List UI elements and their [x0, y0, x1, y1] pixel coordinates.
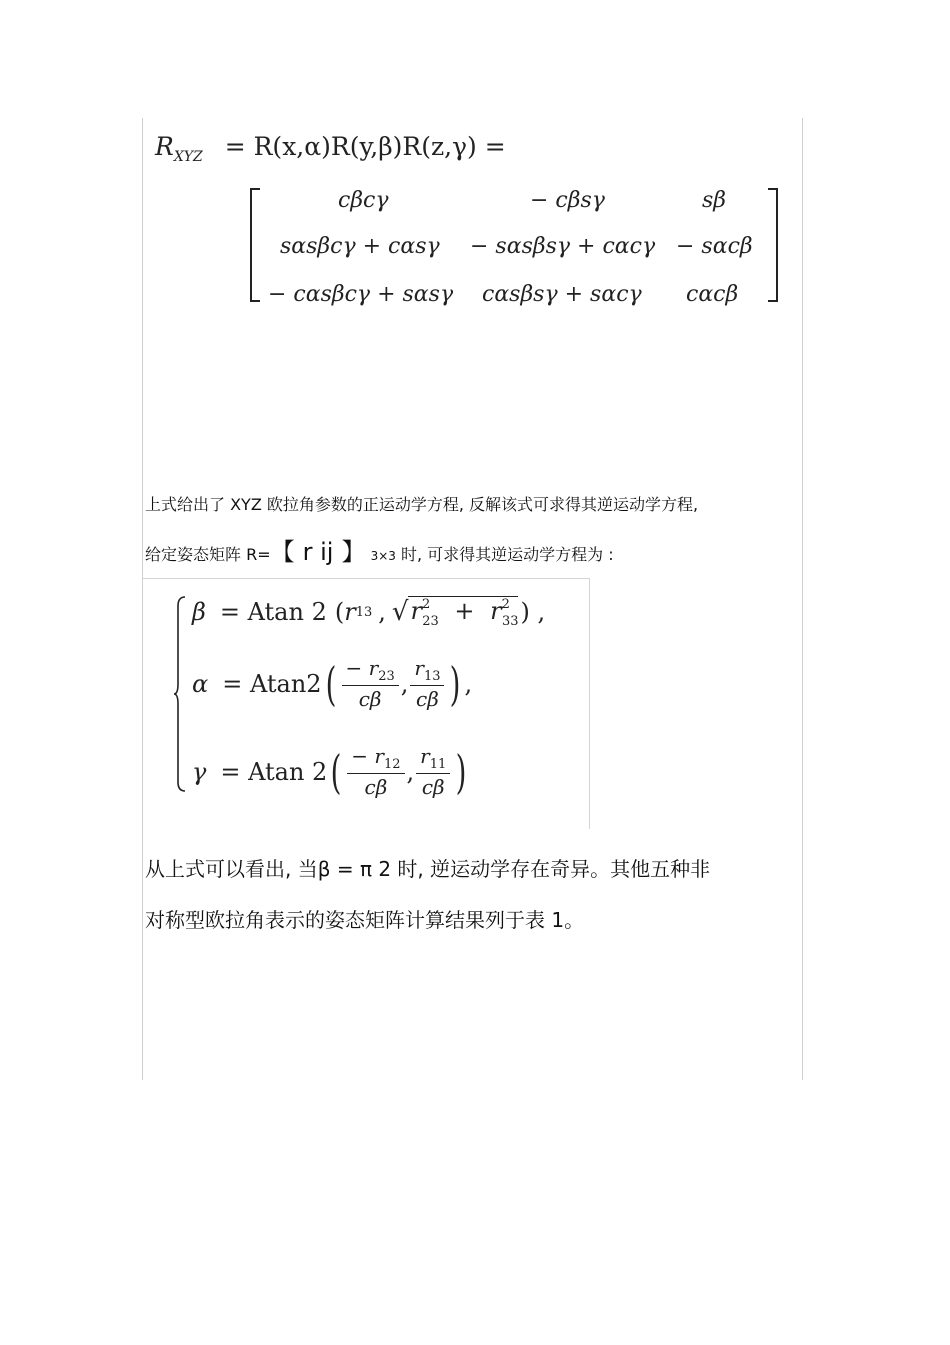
matrix-cell-r2c1: sαsβcγ + cαsγ: [280, 234, 440, 259]
beta-r33-sup: 2: [501, 597, 510, 612]
matrix-cell-r3c3: cαcβ: [686, 282, 739, 307]
alpha-var: α: [192, 669, 209, 698]
gamma-num2: r: [420, 744, 430, 768]
matrix-cell-r1c3: sβ: [702, 188, 727, 213]
beta-r23-sub: 23: [422, 613, 439, 629]
rotation-matrix: [250, 188, 778, 307]
paragraph-forward-kinematics: 上式给出了 XYZ 欧拉角参数的正运动学方程, 反解该式可求得其逆运动学方程,: [145, 495, 699, 514]
alpha-den1: cβ: [358, 687, 382, 711]
equation-beta: β = Atan 2 ( r 13 , √ $r^2_{23} + r^2_{33}$ ) ,: [192, 597, 546, 629]
beta-var: β: [192, 598, 206, 627]
alpha-eq: = Atan2: [222, 669, 322, 698]
matrix-cell-r1c1: cβcγ: [338, 188, 389, 213]
beta-arg1: r: [344, 598, 356, 627]
alpha-num1: − r: [345, 656, 379, 680]
paragraph-given-matrix: [145, 532, 614, 567]
gamma-eq: = Atan 2: [220, 757, 328, 786]
alpha-num1-sub: 23: [378, 669, 395, 684]
beta-r23-sup: 2: [421, 597, 431, 612]
gamma-fraction-1: [347, 744, 404, 799]
matrix-cell-r1c2: − cβsγ: [530, 188, 605, 213]
beta-r33: r: [490, 597, 502, 625]
matrix-cell-r2c3: − sαcβ: [676, 234, 753, 259]
matrix-cell-r3c1: − cαsβcγ + sαsγ: [268, 282, 454, 307]
gamma-den1: cβ: [364, 775, 388, 799]
equation-alpha: α = Atan2 ( $\frac{- r_{23}}{c\beta}$ , $\frac{r_{13}}{c\beta}$ ) ,: [192, 656, 473, 711]
rotation-equation: [155, 132, 506, 165]
equation-gamma: γ = Atan 2 ( $\frac{- r_{12}}{c\beta}$ , $\frac{r_{11}}{c\beta}$ ): [192, 744, 467, 799]
beta-r23: r: [410, 597, 422, 625]
gamma-num1: − r: [351, 744, 384, 768]
paragraph-table-reference: 对称型欧拉角表示的姿态矩阵计算结果列于表 1。: [145, 908, 585, 932]
gamma-fraction-2: [416, 744, 450, 799]
matrix-element-rij: r ij: [302, 538, 334, 566]
matrix-bracket-close: 】: [341, 538, 366, 566]
beta-plus: +: [454, 597, 475, 625]
alpha-tail: ,: [464, 669, 473, 698]
alpha-fraction-1: [342, 656, 399, 711]
matrix-size: 3×3: [370, 549, 396, 563]
alpha-den2: cβ: [416, 687, 439, 711]
matrix-bracket-open: 【: [270, 538, 295, 566]
matrix-cell-r2c2: − sαsβsγ + cαcγ: [470, 234, 656, 259]
matrix-left-bracket: [250, 188, 260, 302]
paragraph-singularity: 从上式可以看出, 当β = π 2 时, 逆运动学存在奇异。其他五种非: [145, 857, 711, 881]
paragraph-given-prefix: 给定姿态矩阵 R=: [145, 545, 271, 564]
beta-arg1-sub: 13: [355, 604, 373, 620]
beta-r33-sub: 33: [501, 613, 519, 629]
gamma-num2-sub: 11: [429, 757, 447, 772]
system-brace: [174, 596, 186, 792]
alpha-fraction-2: [410, 656, 444, 711]
matrix-right-bracket: [768, 188, 778, 302]
alpha-num2: r: [414, 656, 424, 680]
beta-eq: = Atan 2: [219, 598, 327, 627]
page-border-right: [802, 118, 803, 1080]
equation-rhs: = R(x,α)R(y,β)R(z,γ) =: [224, 132, 506, 161]
equation-lhs: R: [155, 132, 174, 161]
gamma-den2: cβ: [421, 775, 445, 799]
matrix-cell-r3c2: cαsβsγ + sαcγ: [482, 282, 642, 307]
gamma-num1-sub: 12: [383, 757, 401, 772]
beta-tail: ) ,: [520, 598, 546, 627]
paragraph-given-suffix: 时, 可求得其逆运动学方程为 :: [400, 545, 614, 564]
equation-lhs-subscript: XYZ: [173, 149, 203, 165]
alpha-num2-sub: 13: [423, 669, 441, 684]
gamma-var: γ: [192, 757, 207, 786]
